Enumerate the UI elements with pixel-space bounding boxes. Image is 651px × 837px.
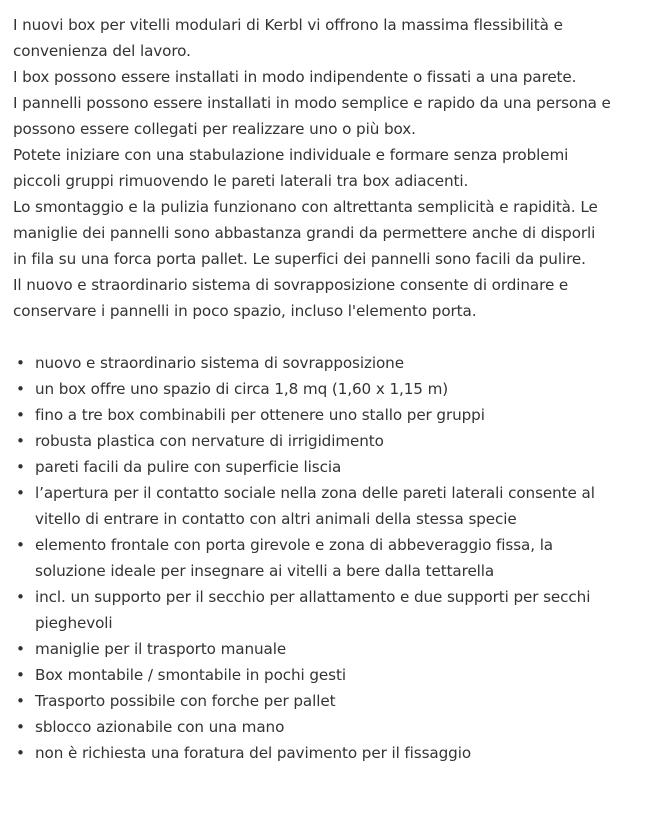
bullet-icon: • <box>16 588 25 606</box>
bullet-icon: • <box>16 744 25 762</box>
bullet-icon: • <box>16 718 25 736</box>
feature-text: maniglie per il trasporto manuale <box>35 640 287 658</box>
intro-line: Potete iniziare con una stabulazione individuale e formare senza problemi piccoli gruppi rimuovendo le pareti laterali tra box adiacenti. <box>13 146 569 190</box>
feature-text: l’apertura per il contatto sociale nella zona delle pareti laterali consente al vitello di entrare in contatto con altri animali della stessa specie <box>35 484 595 528</box>
feature-item <box>13 636 611 662</box>
feature-text: pareti facili da pulire con superficie liscia <box>35 458 342 476</box>
feature-text: un box offre uno spazio di circa 1,8 mq (1,60 x 1,15 m) <box>35 380 449 398</box>
feature-item <box>13 428 611 454</box>
bullet-icon: • <box>16 406 25 424</box>
intro-paragraph <box>13 12 611 324</box>
intro-line: Il nuovo e straordinario sistema di sovrapposizione consente di ordinare e conservare i pannelli in poco spazio, incluso l'elemento porta. <box>13 276 569 320</box>
feature-text: fino a tre box combinabili per ottenere uno stallo per gruppi <box>35 406 485 424</box>
feature-list <box>13 350 611 766</box>
feature-text: non è richiesta una foratura del pavimento per il fissaggio <box>35 744 472 762</box>
feature-item <box>13 662 611 688</box>
bullet-icon: • <box>16 536 25 554</box>
bullet-icon: • <box>16 354 25 372</box>
feature-item <box>13 402 611 428</box>
feature-text: robusta plastica con nervature di irrigidimento <box>35 432 384 450</box>
feature-text: incl. un supporto per il secchio per allattamento e due supporti per secchi pieghevoli <box>35 588 591 632</box>
bullet-icon: • <box>16 666 25 684</box>
feature-item <box>13 688 611 714</box>
feature-item <box>13 714 611 740</box>
intro-line: I pannelli possono essere installati in modo semplice e rapido da una persona e possono essere collegati per realizzare uno o più box. <box>13 94 611 138</box>
feature-text: elemento frontale con porta girevole e zona di abbeveraggio fissa, la soluzione ideale per insegnare ai vitelli a bere dalla tettarella <box>35 536 554 580</box>
bullet-icon: • <box>16 380 25 398</box>
intro-line: Lo smontaggio e la pulizia funzionano con altrettanta semplicità e rapidità. Le maniglie dei pannelli sono abbastanza grandi da permettere anche di disporli in fila su una forca porta pallet. Le superfici dei pannelli sono facili da pulire. <box>13 198 598 268</box>
bullet-icon: • <box>16 432 25 450</box>
feature-item <box>13 532 611 584</box>
feature-text: Box montabile / smontabile in pochi gesti <box>35 666 346 684</box>
intro-line: I box possono essere installati in modo indipendente o fissati a una parete. <box>13 68 577 86</box>
intro-line: I nuovi box per vitelli modulari di Kerbl vi offrono la massima flessibilità e convenienza del lavoro. <box>13 16 563 60</box>
feature-text: nuovo e straordinario sistema di sovrapposizione <box>35 354 404 372</box>
feature-text: sblocco azionabile con una mano <box>35 718 285 736</box>
feature-text: Trasporto possibile con forche per pallet <box>35 692 336 710</box>
bullet-icon: • <box>16 692 25 710</box>
bullet-icon: • <box>16 640 25 658</box>
feature-item <box>13 584 611 636</box>
bullet-icon: • <box>16 484 25 502</box>
bullet-icon: • <box>16 458 25 476</box>
feature-item <box>13 454 611 480</box>
feature-item <box>13 350 611 376</box>
feature-item <box>13 376 611 402</box>
feature-item <box>13 480 611 532</box>
feature-item <box>13 740 611 766</box>
